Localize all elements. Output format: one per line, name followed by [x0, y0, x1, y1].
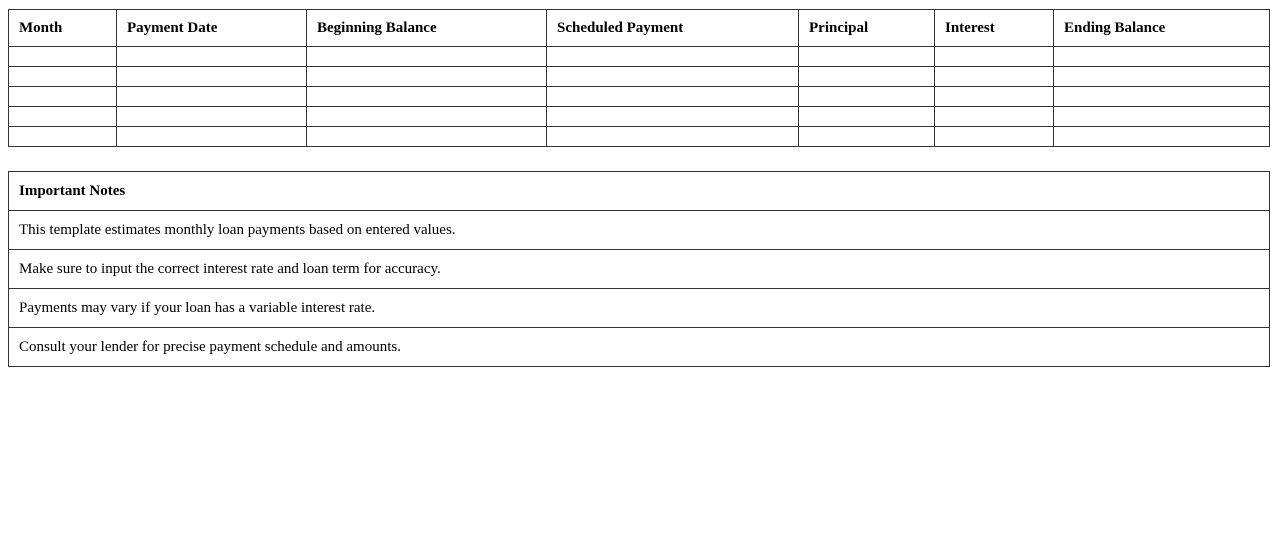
- table-cell: [547, 87, 799, 107]
- table-cell: [547, 67, 799, 87]
- notes-header-row: [9, 172, 1270, 211]
- header-month: Month: [9, 10, 117, 47]
- note-row: [9, 328, 1270, 367]
- table-cell: [117, 87, 307, 107]
- table-cell: [9, 67, 117, 87]
- notes-title: Important Notes: [9, 172, 1270, 211]
- table-row: [9, 47, 1270, 67]
- table-cell: [9, 47, 117, 67]
- table-cell: [307, 107, 547, 127]
- table-cell: [307, 47, 547, 67]
- table-row: [9, 107, 1270, 127]
- table-cell: [1054, 127, 1270, 147]
- table-cell: [547, 47, 799, 67]
- table-cell: [1054, 87, 1270, 107]
- note-text: Payments may vary if your loan has a variable interest rate.: [9, 289, 1270, 328]
- table-cell: [799, 127, 935, 147]
- table-cell: [547, 107, 799, 127]
- table-cell: [799, 67, 935, 87]
- table-cell: [935, 87, 1054, 107]
- header-ending-balance: Ending Balance: [1054, 10, 1270, 47]
- table-row: [9, 127, 1270, 147]
- table-cell: [547, 127, 799, 147]
- table-cell: [1054, 47, 1270, 67]
- table-cell: [1054, 67, 1270, 87]
- note-row: [9, 211, 1270, 250]
- table-header-row: [9, 10, 1270, 47]
- note-text: Consult your lender for precise payment schedule and amounts.: [9, 328, 1270, 367]
- note-text: This template estimates monthly loan payments based on entered values.: [9, 211, 1270, 250]
- table-cell: [1054, 107, 1270, 127]
- table-row: [9, 67, 1270, 87]
- table-cell: [117, 107, 307, 127]
- table-cell: [307, 127, 547, 147]
- important-notes-table: [8, 171, 1270, 367]
- table-cell: [935, 67, 1054, 87]
- table-cell: [117, 47, 307, 67]
- table-cell: [9, 87, 117, 107]
- table-cell: [799, 87, 935, 107]
- table-cell: [117, 67, 307, 87]
- table-cell: [307, 67, 547, 87]
- note-row: [9, 289, 1270, 328]
- header-beginning-balance: Beginning Balance: [307, 10, 547, 47]
- table-cell: [9, 107, 117, 127]
- header-payment-date: Payment Date: [117, 10, 307, 47]
- header-interest: Interest: [935, 10, 1054, 47]
- table-cell: [935, 127, 1054, 147]
- note-text: Make sure to input the correct interest rate and loan term for accuracy.: [9, 250, 1270, 289]
- table-cell: [935, 107, 1054, 127]
- table-row: [9, 87, 1270, 107]
- table-cell: [799, 47, 935, 67]
- table-cell: [117, 127, 307, 147]
- note-row: [9, 250, 1270, 289]
- table-cell: [799, 107, 935, 127]
- amortization-schedule-table: [8, 9, 1270, 147]
- header-scheduled-payment: Scheduled Payment: [547, 10, 799, 47]
- table-cell: [935, 47, 1054, 67]
- table-cell: [9, 127, 117, 147]
- header-principal: Principal: [799, 10, 935, 47]
- table-cell: [307, 87, 547, 107]
